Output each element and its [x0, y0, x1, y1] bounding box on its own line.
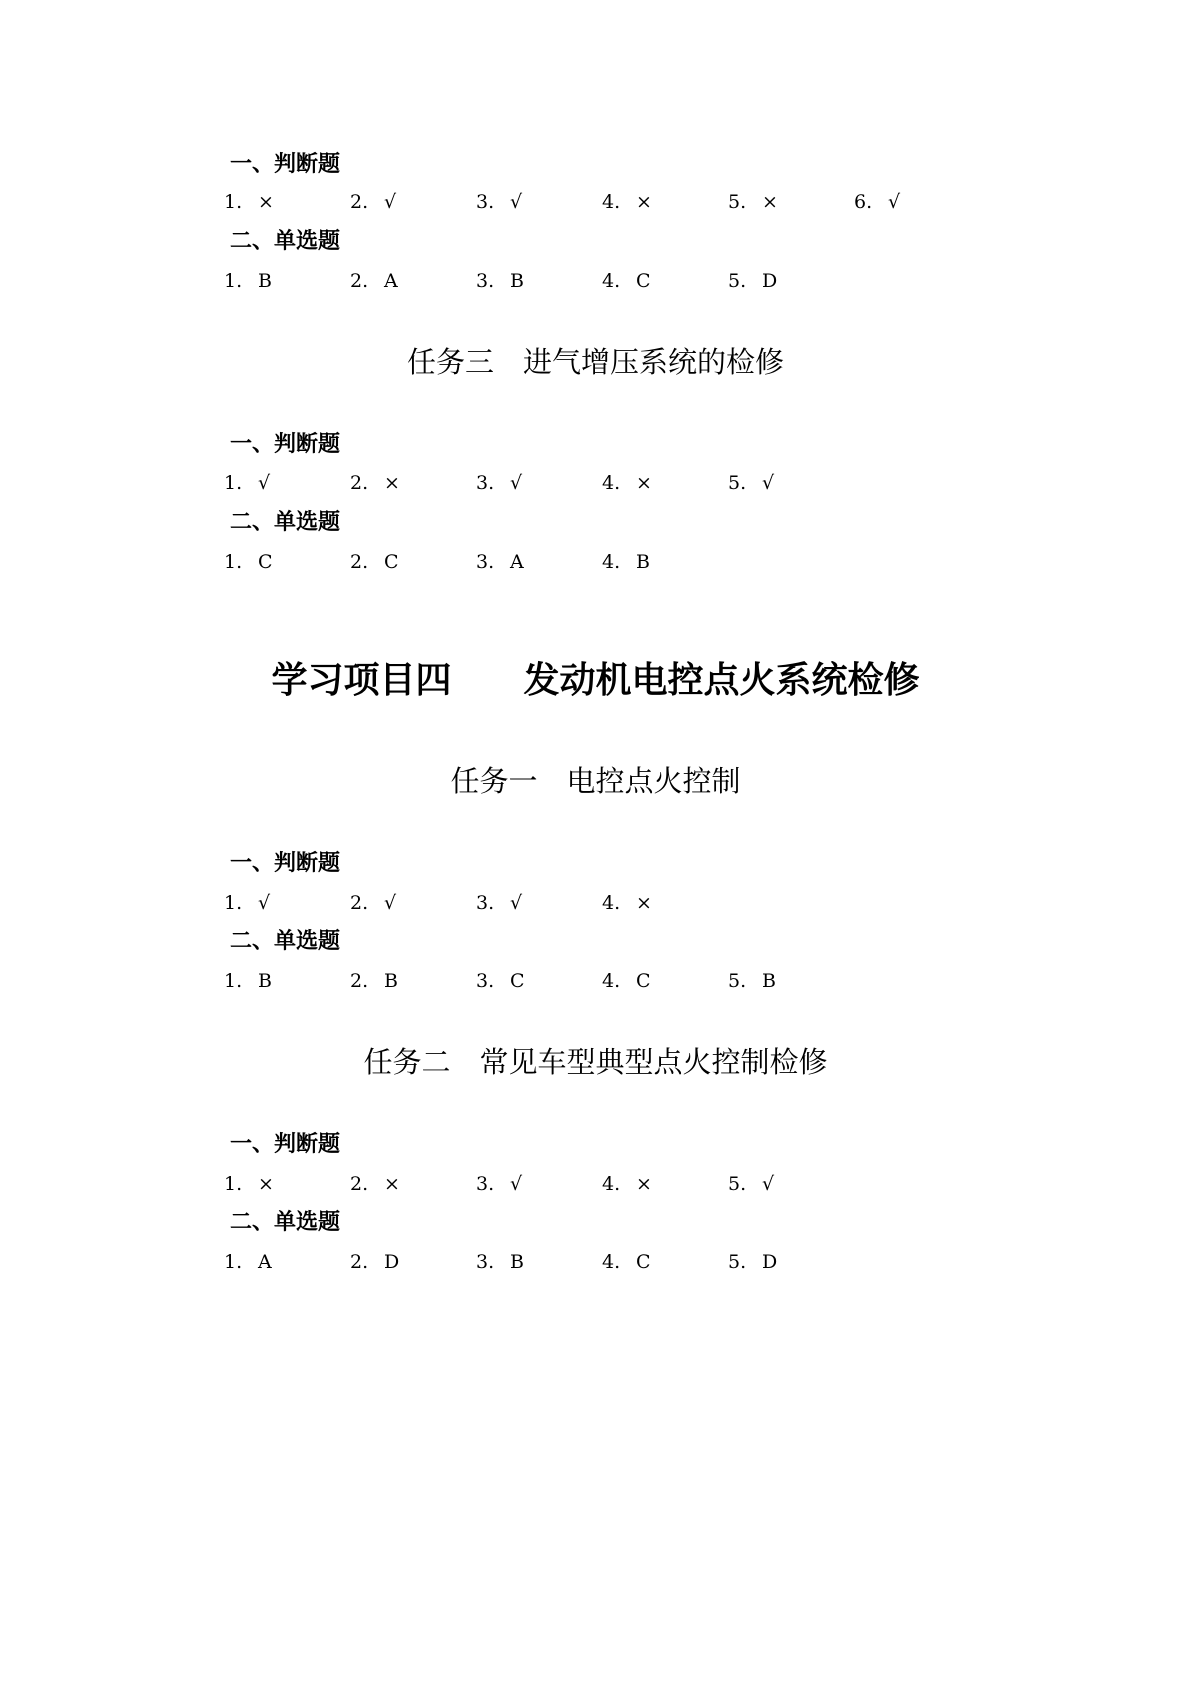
answer-item: [854, 187, 900, 217]
answer-value: ×: [384, 472, 400, 494]
answer-number: 5.: [728, 270, 747, 292]
answer-number: 1.: [224, 892, 243, 914]
answer-item: [728, 966, 776, 996]
answer-number: 4.: [602, 551, 621, 573]
answer-value: ×: [762, 191, 778, 213]
answer-number: 3.: [476, 1251, 495, 1273]
answer-value: B: [762, 970, 776, 992]
answer-item: [350, 1247, 399, 1277]
answer-item: [602, 966, 651, 996]
answer-value: √: [510, 892, 523, 914]
answer-number: 6.: [854, 191, 873, 213]
answer-number: 3.: [476, 270, 495, 292]
answer-row: [224, 468, 1024, 498]
answer-item: [476, 547, 524, 577]
answer-item: [350, 1169, 400, 1199]
answer-number: 5.: [728, 191, 747, 213]
answer-number: 5.: [728, 970, 747, 992]
answer-number: 4.: [602, 191, 621, 213]
answer-value: √: [510, 191, 523, 213]
answer-value: √: [258, 472, 271, 494]
answer-number: 3.: [476, 472, 495, 494]
answer-item: [476, 1247, 524, 1277]
answer-item: [476, 266, 524, 296]
answer-number: 2.: [350, 892, 369, 914]
answer-value: C: [636, 970, 651, 992]
answer-number: 3.: [476, 191, 495, 213]
task-title: 任务二 常见车型典型点火控制检修: [363, 1045, 828, 1079]
answer-item: [476, 966, 525, 996]
answer-number: 2.: [350, 191, 369, 213]
answer-value: D: [384, 1251, 400, 1273]
answer-value: √: [258, 892, 271, 914]
section-heading-true-false: 一、判断题: [230, 152, 341, 177]
answer-item: [350, 888, 396, 918]
answer-item: [350, 966, 398, 996]
answer-value: B: [384, 970, 398, 992]
answer-item: [728, 187, 778, 217]
answer-value: √: [762, 1173, 775, 1195]
answer-value: √: [762, 472, 775, 494]
answer-item: [350, 468, 400, 498]
answer-number: 4.: [602, 892, 621, 914]
answer-value: D: [762, 1251, 778, 1273]
answer-value: A: [510, 551, 524, 573]
answer-value: C: [510, 970, 525, 992]
section-heading-true-false: 一、判断题: [230, 851, 341, 876]
answer-value: ×: [636, 892, 652, 914]
answer-value: √: [384, 191, 397, 213]
section-heading-single-choice: 二、单选题: [230, 929, 341, 954]
answer-row: [224, 1247, 1024, 1277]
answer-number: 5.: [728, 472, 747, 494]
answer-item: [350, 547, 399, 577]
answer-item: [224, 266, 272, 296]
answer-number: 3.: [476, 551, 495, 573]
answer-value: B: [258, 970, 272, 992]
answer-number: 2.: [350, 970, 369, 992]
answer-item: [602, 888, 652, 918]
answer-number: 1.: [224, 551, 243, 573]
answer-item: [224, 1247, 272, 1277]
answer-item: [728, 1247, 777, 1277]
answer-number: 3.: [476, 892, 495, 914]
answer-value: C: [258, 551, 273, 573]
answer-number: 2.: [350, 1173, 369, 1195]
task-title: 任务一 电控点火控制: [450, 764, 741, 798]
answer-item: [224, 547, 273, 577]
answer-row: [224, 547, 1024, 577]
section-heading-single-choice: 二、单选题: [230, 510, 341, 535]
answer-value: √: [510, 472, 523, 494]
answer-item: [728, 468, 774, 498]
task-title: 任务三 进气增压系统的检修: [406, 345, 784, 379]
answer-number: 4.: [602, 270, 621, 292]
answer-value: B: [510, 270, 524, 292]
answer-number: 1.: [224, 1251, 243, 1273]
answer-row: [224, 888, 1024, 918]
answer-row: [224, 966, 1024, 996]
answer-value: A: [384, 270, 398, 292]
answer-number: 5.: [728, 1173, 747, 1195]
answer-item: [350, 266, 398, 296]
answer-item: [602, 187, 652, 217]
answer-value: C: [384, 551, 399, 573]
answer-value: ×: [258, 191, 274, 213]
answer-item: [476, 1169, 522, 1199]
answer-number: 4.: [602, 472, 621, 494]
answer-item: [224, 1169, 274, 1199]
answer-number: 3.: [476, 1173, 495, 1195]
answer-item: [602, 547, 650, 577]
answer-item: [476, 888, 522, 918]
answer-item: [476, 468, 522, 498]
answer-value: C: [636, 270, 651, 292]
answer-value: ×: [636, 472, 652, 494]
answer-value: B: [636, 551, 650, 573]
answer-number: 2.: [350, 472, 369, 494]
answer-value: ×: [636, 191, 652, 213]
answer-item: [728, 1169, 774, 1199]
answer-number: 1.: [224, 970, 243, 992]
answer-row: [224, 1169, 1024, 1199]
answer-value: B: [510, 1251, 524, 1273]
answer-number: 4.: [602, 1251, 621, 1273]
answer-item: [224, 888, 270, 918]
answer-item: [728, 266, 777, 296]
section-heading-single-choice: 二、单选题: [230, 229, 341, 254]
answer-value: C: [636, 1251, 651, 1273]
project-title: 学习项目四 发动机电控点火系统检修: [271, 660, 920, 701]
answer-number: 2.: [350, 270, 369, 292]
answer-item: [476, 187, 522, 217]
answer-item: [602, 1169, 652, 1199]
answer-number: 1.: [224, 472, 243, 494]
answer-item: [602, 1247, 651, 1277]
answer-number: 5.: [728, 1251, 747, 1273]
answer-value: A: [258, 1251, 272, 1273]
answer-row: [224, 266, 1024, 296]
answer-value: √: [510, 1173, 523, 1195]
answer-number: 1.: [224, 191, 243, 213]
answer-item: [602, 468, 652, 498]
section-heading-true-false: 一、判断题: [230, 432, 341, 457]
answer-value: ×: [258, 1173, 274, 1195]
answer-row: [224, 187, 1024, 217]
answer-number: 4.: [602, 970, 621, 992]
answer-item: [350, 187, 396, 217]
answer-value: D: [762, 270, 778, 292]
answer-value: B: [258, 270, 272, 292]
answer-item: [224, 187, 274, 217]
answer-value: ×: [384, 1173, 400, 1195]
answer-value: √: [384, 892, 397, 914]
answer-value: ×: [636, 1173, 652, 1195]
answer-number: 3.: [476, 970, 495, 992]
answer-item: [224, 966, 272, 996]
section-heading-true-false: 一、判断题: [230, 1132, 341, 1157]
answer-value: √: [888, 191, 901, 213]
answer-number: 4.: [602, 1173, 621, 1195]
answer-number: 2.: [350, 551, 369, 573]
answer-number: 2.: [350, 1251, 369, 1273]
answer-item: [602, 266, 651, 296]
answer-item: [224, 468, 270, 498]
section-heading-single-choice: 二、单选题: [230, 1210, 341, 1235]
answer-number: 1.: [224, 1173, 243, 1195]
answer-number: 1.: [224, 270, 243, 292]
